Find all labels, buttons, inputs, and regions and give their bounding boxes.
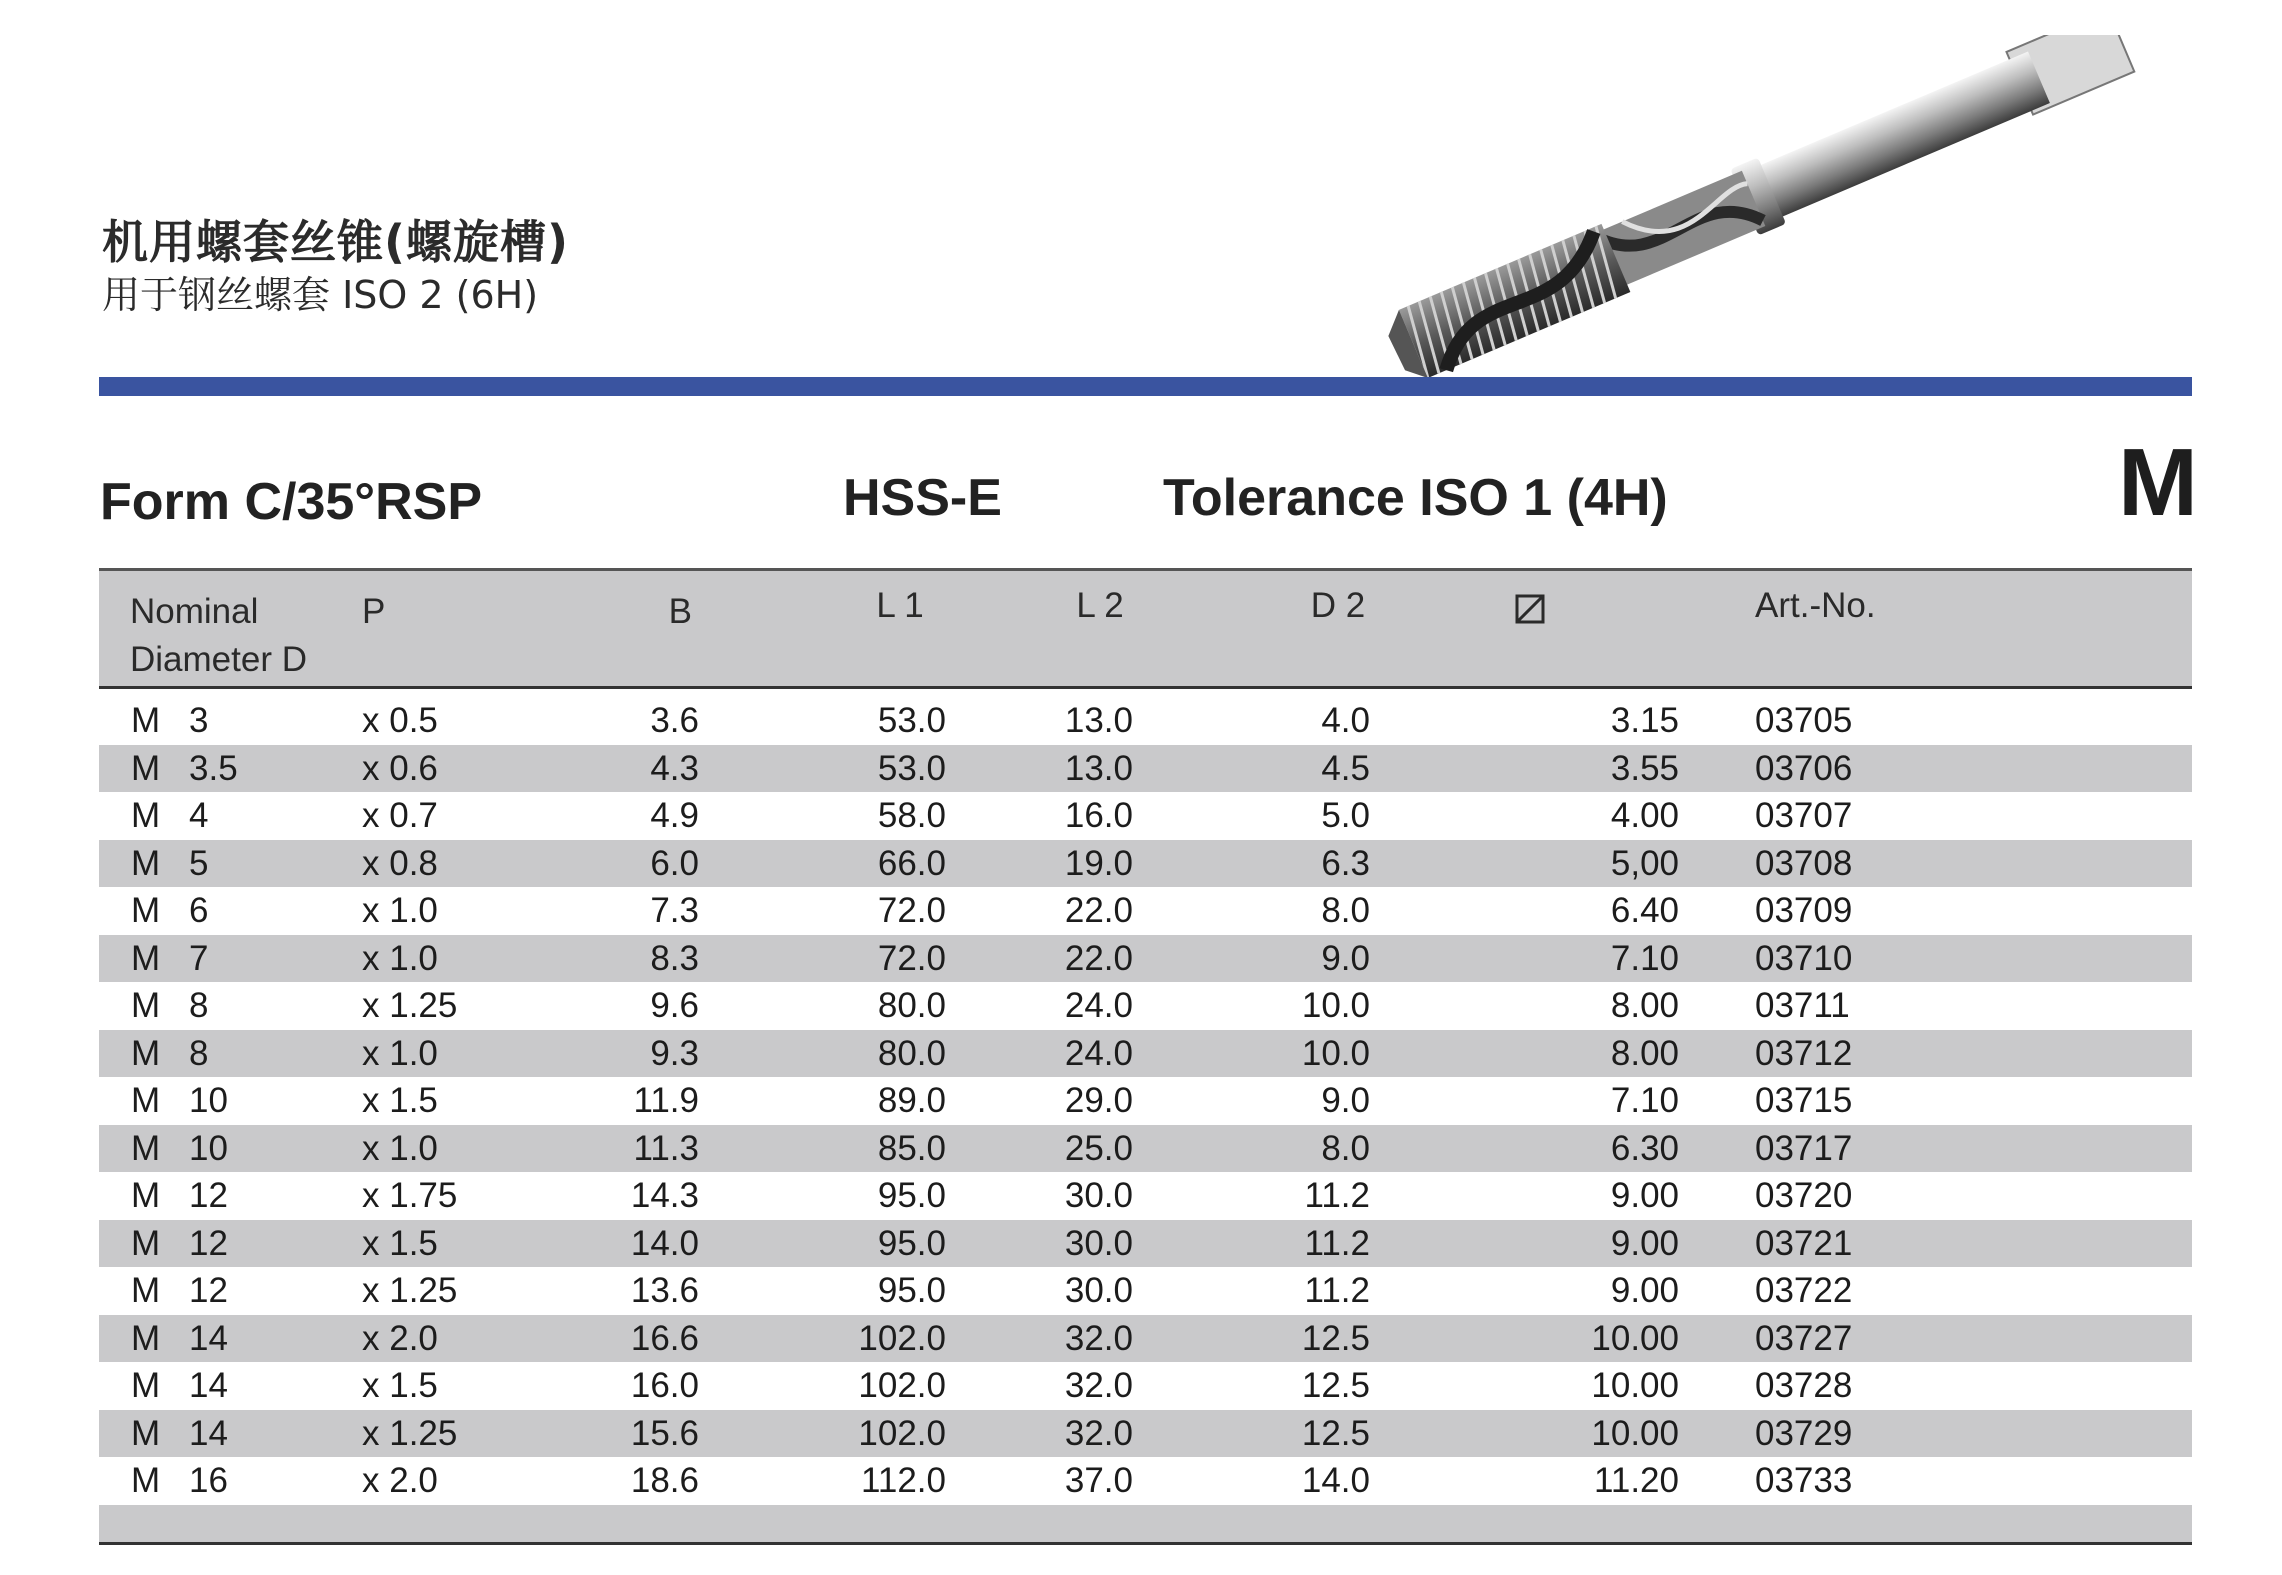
cell-l1: 53.0 [877, 748, 946, 788]
cell-l2: 30.0 [1064, 1223, 1133, 1263]
cell-art-no: 03715 [1755, 1081, 1853, 1120]
cell-square: 8.00 [1610, 1033, 1679, 1073]
cell-d2: 11.2 [1304, 1271, 1370, 1310]
table-row [99, 935, 2192, 983]
table-row [99, 1315, 2192, 1363]
cell-pitch: x 1.25 [362, 986, 458, 1025]
cell-l1: 72.0 [877, 938, 946, 978]
header-p: P [362, 592, 386, 631]
cell-m: M [131, 1271, 161, 1310]
cell-m: M [131, 843, 161, 883]
cell-d2: 9.0 [1321, 938, 1370, 978]
cell-l2: 32.0 [1064, 1318, 1133, 1358]
cell-art-no: 03710 [1755, 938, 1853, 978]
header-l1: L 1 [876, 586, 924, 625]
cell-diameter: 8 [189, 986, 209, 1025]
cell-art-no: 03729 [1755, 1413, 1853, 1453]
cell-diameter: 12 [189, 1271, 228, 1310]
cell-l2: 30.0 [1064, 1271, 1133, 1310]
cell-square: 9.00 [1610, 1271, 1679, 1310]
cell-m: M [131, 748, 161, 788]
cell-m: M [131, 1033, 161, 1073]
cell-pitch: x 1.25 [362, 1271, 458, 1310]
cell-square: 9.00 [1610, 1223, 1679, 1263]
table-bottom-rule [99, 1542, 2192, 1545]
cell-art-no: 03721 [1755, 1223, 1853, 1263]
cell-diameter: 10 [189, 1128, 228, 1168]
cell-m: M [131, 1413, 161, 1453]
cell-m: M [131, 1128, 161, 1168]
cell-square: 10.00 [1591, 1366, 1679, 1405]
product-subtitle: 用于钢丝螺套 ISO 2 (6H) [102, 273, 539, 317]
table-row [99, 887, 2192, 935]
cell-m: M [131, 986, 161, 1025]
table-row [99, 1457, 2192, 1505]
header-rule [99, 377, 2192, 396]
cell-d2: 10.0 [1301, 986, 1370, 1025]
table-row [99, 1267, 2192, 1315]
cell-m: M [131, 1461, 161, 1500]
cell-m: M [131, 1318, 161, 1358]
cell-b: 6.0 [650, 843, 699, 883]
cell-b: 13.6 [630, 1271, 699, 1310]
cell-diameter: 12 [189, 1176, 228, 1215]
cell-l1: 95.0 [877, 1271, 946, 1310]
cell-art-no: 03707 [1755, 796, 1853, 835]
cell-art-no: 03717 [1755, 1128, 1853, 1168]
cell-b: 7.3 [650, 891, 699, 930]
cell-m: M [131, 1223, 161, 1263]
header-nominal [130, 588, 390, 684]
cell-pitch: x 0.6 [362, 748, 438, 788]
cell-l1: 80.0 [877, 1033, 946, 1073]
table-row [99, 1220, 2192, 1268]
cell-art-no: 03720 [1755, 1176, 1853, 1215]
cell-d2: 8.0 [1321, 1128, 1370, 1168]
cell-l1: 102.0 [858, 1318, 946, 1358]
cell-pitch: x 0.7 [362, 796, 438, 835]
cell-b: 3.6 [650, 701, 699, 740]
cell-d2: 11.2 [1304, 1223, 1370, 1263]
cell-b: 16.6 [630, 1318, 699, 1358]
cell-l1: 89.0 [877, 1081, 946, 1120]
cell-l1: 85.0 [877, 1128, 946, 1168]
table-row [99, 1077, 2192, 1125]
cell-square: 5,00 [1610, 843, 1679, 883]
cell-d2: 14.0 [1301, 1461, 1370, 1500]
header-b: B [668, 592, 692, 631]
cell-b: 16.0 [630, 1366, 699, 1405]
cell-pitch: x 0.8 [362, 843, 438, 883]
header-d2: D 2 [1310, 586, 1366, 625]
cell-square: 6.40 [1610, 891, 1679, 930]
table-row [99, 792, 2192, 840]
cell-b: 4.9 [650, 796, 699, 835]
cell-l2: 16.0 [1064, 796, 1133, 835]
cell-l1: 95.0 [877, 1176, 946, 1215]
cell-l1: 66.0 [877, 843, 946, 883]
cell-pitch: x 1.0 [362, 1033, 438, 1073]
cell-art-no: 03709 [1755, 891, 1853, 930]
cell-b: 9.6 [650, 986, 699, 1025]
section-letter: M [2118, 429, 2198, 536]
cell-l2: 24.0 [1064, 986, 1133, 1025]
table-row [99, 1172, 2192, 1220]
cell-l2: 19.0 [1064, 843, 1133, 883]
cell-diameter: 16 [189, 1461, 228, 1500]
cell-d2: 10.0 [1301, 1033, 1370, 1073]
cell-square: 6.30 [1610, 1128, 1679, 1168]
cell-l1: 58.0 [877, 796, 946, 835]
header-nominal-line1: Nominal [130, 592, 259, 631]
cell-square: 7.10 [1610, 1081, 1679, 1120]
cell-m: M [131, 1081, 161, 1120]
cell-square: 11.20 [1594, 1461, 1679, 1500]
table-row [99, 1030, 2192, 1078]
cell-diameter: 7 [189, 938, 209, 978]
table-row [99, 1362, 2192, 1410]
cell-l2: 25.0 [1064, 1128, 1133, 1168]
table-row [99, 1410, 2192, 1458]
cell-d2: 11.2 [1304, 1176, 1370, 1215]
cell-m: M [131, 891, 161, 930]
cell-l1: 53.0 [877, 701, 946, 740]
cell-l2: 32.0 [1064, 1413, 1133, 1453]
cell-d2: 6.3 [1321, 843, 1370, 883]
cell-m: M [131, 796, 161, 835]
table-row [99, 840, 2192, 888]
cell-l2: 24.0 [1064, 1033, 1133, 1073]
cell-l1: 112.0 [861, 1461, 946, 1500]
table-row [99, 745, 2192, 793]
cell-pitch: x 1.5 [362, 1081, 438, 1120]
cell-square: 8.00 [1610, 986, 1679, 1025]
cell-d2: 12.5 [1301, 1318, 1370, 1358]
cell-l2: 22.0 [1064, 938, 1133, 978]
header-art-no: Art.-No. [1755, 586, 1876, 625]
cell-l1: 102.0 [858, 1413, 946, 1453]
cell-diameter: 14 [189, 1413, 228, 1453]
cell-l1: 80.0 [877, 986, 946, 1025]
header-l2: L 2 [1076, 586, 1124, 625]
cell-l1: 102.0 [858, 1366, 946, 1405]
cell-diameter: 3 [189, 701, 209, 740]
cell-pitch: x 1.5 [362, 1223, 438, 1263]
cell-diameter: 14 [189, 1366, 228, 1405]
cell-pitch: x 0.5 [362, 701, 438, 740]
cell-l2: 29.0 [1064, 1081, 1133, 1120]
cell-pitch: x 1.25 [362, 1413, 458, 1453]
cell-art-no: 03712 [1755, 1033, 1853, 1073]
cell-m: M [131, 1176, 161, 1215]
cell-pitch: x 2.0 [362, 1318, 438, 1358]
material-spec: HSS-E [843, 469, 1002, 527]
cell-pitch: x 1.5 [362, 1366, 438, 1405]
cell-diameter: 6 [189, 891, 209, 930]
cell-square: 3.15 [1610, 701, 1679, 740]
header-nominal-line2: Diameter D [130, 640, 307, 679]
table-row [99, 982, 2192, 1030]
cell-art-no: 03705 [1755, 701, 1853, 740]
spiral-tap-image [1360, 35, 2200, 435]
cell-l1: 72.0 [877, 891, 946, 930]
cell-art-no: 03728 [1755, 1366, 1853, 1405]
cell-square: 10.00 [1591, 1318, 1679, 1358]
cell-m: M [131, 701, 161, 740]
cell-diameter: 12 [189, 1223, 228, 1263]
cell-pitch: x 1.0 [362, 1128, 438, 1168]
cell-b: 4.3 [650, 748, 699, 788]
cell-square: 7.10 [1610, 938, 1679, 978]
cell-b: 14.0 [630, 1223, 699, 1263]
table-row-empty [99, 1505, 2192, 1543]
cell-diameter: 4 [189, 796, 209, 835]
cell-art-no: 03706 [1755, 748, 1853, 788]
cell-b: 11.3 [633, 1128, 699, 1168]
cell-b: 8.3 [650, 938, 699, 978]
table-row [99, 1125, 2192, 1173]
product-title: 机用螺套丝锥(螺旋槽) [102, 215, 570, 269]
cell-d2: 4.0 [1321, 701, 1370, 740]
cell-l2: 37.0 [1064, 1461, 1133, 1500]
cell-pitch: x 1.0 [362, 891, 438, 930]
square-shank-icon [1512, 591, 1548, 627]
table-header-rule [99, 686, 2192, 689]
cell-art-no: 03722 [1755, 1271, 1853, 1310]
table-row [99, 697, 2192, 745]
cell-b: 14.3 [630, 1176, 699, 1215]
cell-square: 4.00 [1610, 796, 1679, 835]
cell-d2: 8.0 [1321, 891, 1370, 930]
cell-b: 11.9 [633, 1081, 699, 1120]
cell-d2: 9.0 [1321, 1081, 1370, 1120]
cell-art-no: 03727 [1755, 1318, 1853, 1358]
cell-b: 9.3 [650, 1033, 699, 1073]
cell-l2: 32.0 [1064, 1366, 1133, 1405]
cell-diameter: 3.5 [189, 748, 238, 788]
cell-diameter: 10 [189, 1081, 228, 1120]
cell-square: 3.55 [1610, 748, 1679, 788]
cell-diameter: 8 [189, 1033, 209, 1073]
cell-l2: 30.0 [1064, 1176, 1133, 1215]
cell-square: 10.00 [1591, 1413, 1679, 1453]
form-spec: Form C/35°RSP [100, 473, 483, 531]
cell-diameter: 5 [189, 843, 209, 883]
cell-b: 18.6 [630, 1461, 699, 1500]
cell-m: M [131, 938, 161, 978]
tolerance-spec: Tolerance ISO 1 (4H) [1163, 469, 1668, 527]
cell-l2: 13.0 [1064, 701, 1133, 740]
cell-square: 9.00 [1610, 1176, 1679, 1215]
cell-b: 15.6 [630, 1413, 699, 1453]
cell-pitch: x 2.0 [362, 1461, 438, 1500]
cell-d2: 12.5 [1301, 1366, 1370, 1405]
cell-m: M [131, 1366, 161, 1405]
cell-d2: 4.5 [1321, 748, 1370, 788]
cell-art-no: 03708 [1755, 843, 1853, 883]
cell-pitch: x 1.0 [362, 938, 438, 978]
cell-l2: 22.0 [1064, 891, 1133, 930]
cell-d2: 5.0 [1321, 796, 1370, 835]
cell-l2: 13.0 [1064, 748, 1133, 788]
cell-art-no: 03733 [1755, 1461, 1853, 1500]
cell-d2: 12.5 [1301, 1413, 1370, 1453]
cell-l1: 95.0 [877, 1223, 946, 1263]
cell-pitch: x 1.75 [362, 1176, 458, 1215]
cell-art-no: 03711 [1755, 986, 1850, 1025]
cell-diameter: 14 [189, 1318, 228, 1358]
